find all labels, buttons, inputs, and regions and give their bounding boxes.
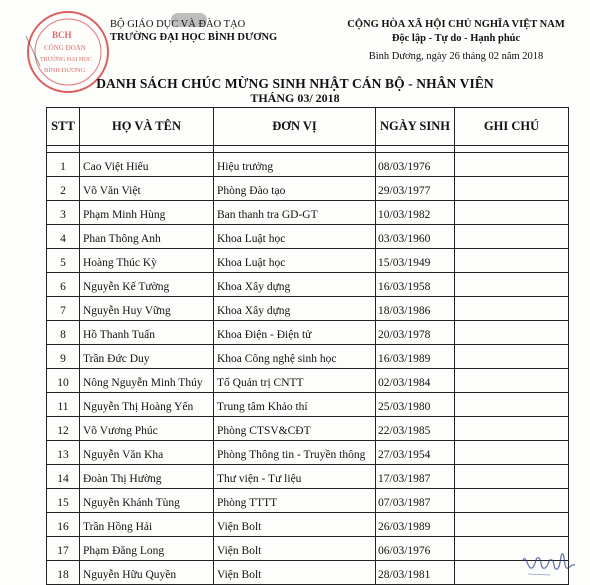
row-stt: 12 (47, 417, 80, 441)
motto: Độc lập - Tự do - Hạnh phúc (391, 33, 521, 44)
header-stt: STT (47, 108, 80, 146)
svg-text:BCH: BCH (52, 30, 72, 40)
document-title: DANH SÁCH CHÚC MỪNG SINH NHẬT CÁN BỘ - NHÂN VIÊN (96, 76, 494, 91)
row-dob: 03/03/1960 (376, 225, 455, 249)
table-spacer-row (47, 146, 569, 153)
row-note (455, 345, 569, 369)
row-note (455, 201, 569, 225)
table-row (47, 153, 569, 177)
row-note (455, 273, 569, 297)
row-name: Hồ Thanh Tuấn (80, 321, 214, 345)
row-name: Nguyễn Huy Vững (80, 297, 214, 321)
header-note: GHI CHÚ (455, 108, 569, 146)
row-dob: 29/03/1977 (376, 177, 455, 201)
table-row (47, 201, 569, 225)
row-unit: Ban thanh tra GD-GT (214, 201, 376, 225)
row-stt: 13 (47, 441, 80, 465)
row-dob: 25/03/1980 (376, 393, 455, 417)
row-stt: 4 (47, 225, 80, 249)
row-unit: Tổ Quản trị CNTT (214, 369, 376, 393)
place-date: Bình Dương, ngày 26 tháng 02 năm 2018 (368, 51, 544, 62)
row-dob: 16/03/1989 (376, 345, 455, 369)
row-unit: Khoa Xây dựng (214, 297, 376, 321)
header-unit: ĐƠN VỊ (214, 108, 376, 146)
row-unit: Viện Bolt (214, 537, 376, 561)
row-dob: 20/03/1978 (376, 321, 455, 345)
table-row (47, 561, 569, 585)
row-unit: Khoa Xây dựng (214, 273, 376, 297)
row-dob: 22/03/1985 (376, 417, 455, 441)
row-note (455, 465, 569, 489)
row-name: Cao Việt Hiếu (80, 153, 214, 177)
row-dob: 07/03/1987 (376, 489, 455, 513)
row-note (455, 369, 569, 393)
header-left (110, 18, 277, 44)
table-row (47, 417, 569, 441)
row-unit: Phòng CTSV&CĐT (214, 417, 376, 441)
header-dob: NGÀY SINH (376, 108, 455, 146)
row-dob: 10/03/1982 (376, 201, 455, 225)
table-row (47, 393, 569, 417)
row-unit: Thư viện - Tư liệu (214, 465, 376, 489)
row-unit: Khoa Luật học (214, 225, 376, 249)
row-dob: 16/03/1958 (376, 273, 455, 297)
table-row (47, 177, 569, 201)
row-dob: 06/03/1976 (376, 537, 455, 561)
row-unit: Phòng Đào tạo (214, 177, 376, 201)
signature-icon (520, 548, 576, 578)
row-name: Phan Thông Anh (80, 225, 214, 249)
row-name: Nông Nguyễn Minh Thúy (80, 369, 214, 393)
row-dob: 15/03/1949 (376, 249, 455, 273)
row-name: Trần Hồng Hải (80, 513, 214, 537)
header-name: HỌ VÀ TÊN (80, 108, 214, 146)
svg-text:BÌNH DƯƠNG: BÌNH DƯƠNG (44, 67, 86, 74)
row-dob: 26/03/1989 (376, 513, 455, 537)
row-stt: 3 (47, 201, 80, 225)
table-row (47, 369, 569, 393)
row-stt: 15 (47, 489, 80, 513)
row-name: Nguyễn Kế Tường (80, 273, 214, 297)
table-row (47, 249, 569, 273)
row-unit: Khoa Công nghệ sinh học (214, 345, 376, 369)
table-row (47, 345, 569, 369)
row-name: Hoàng Thúc Kỳ (80, 249, 214, 273)
row-stt: 1 (47, 153, 80, 177)
row-name: Trần Đức Duy (80, 345, 214, 369)
row-name: Đoàn Thị Hường (80, 465, 214, 489)
table-row (47, 489, 569, 513)
row-name: Võ Văn Việt (80, 177, 214, 201)
table-row (47, 537, 569, 561)
row-stt: 9 (47, 345, 80, 369)
table-row (47, 225, 569, 249)
row-stt: 10 (47, 369, 80, 393)
table-row (47, 465, 569, 489)
row-note (455, 513, 569, 537)
table-row (47, 321, 569, 345)
table-row (47, 297, 569, 321)
country-name: CỘNG HÒA XÃ HỘI CHỦ NGHĨA VIỆT NAM (347, 19, 565, 30)
row-dob: 17/03/1987 (376, 465, 455, 489)
row-note (455, 321, 569, 345)
row-dob: 27/03/1954 (376, 441, 455, 465)
row-note (455, 153, 569, 177)
row-unit: Viện Bolt (214, 513, 376, 537)
row-stt: 17 (47, 537, 80, 561)
row-note (455, 225, 569, 249)
row-stt: 14 (47, 465, 80, 489)
row-stt: 7 (47, 297, 80, 321)
row-unit: Trung tâm Khảo thí (214, 393, 376, 417)
table-row (47, 513, 569, 537)
svg-text:CÔNG ĐOÀN: CÔNG ĐOÀN (44, 44, 86, 52)
row-name: Phạm Minh Hùng (80, 201, 214, 225)
table-row (47, 273, 569, 297)
row-note (455, 441, 569, 465)
row-unit: Phòng TTTT (214, 489, 376, 513)
row-stt: 6 (47, 273, 80, 297)
row-stt: 11 (47, 393, 80, 417)
birthday-table (46, 107, 569, 585)
row-unit: Khoa Điện - Điện tử (214, 321, 376, 345)
row-dob: 28/03/1981 (376, 561, 455, 585)
row-note (455, 177, 569, 201)
header-right (322, 18, 590, 64)
row-unit: Phòng Thông tin - Truyền thông (214, 441, 376, 465)
row-dob: 02/03/1984 (376, 369, 455, 393)
row-unit: Hiệu trưởng (214, 153, 376, 177)
row-note (455, 249, 569, 273)
row-note (455, 297, 569, 321)
row-name: Nguyễn Văn Kha (80, 441, 214, 465)
row-stt: 18 (47, 561, 80, 585)
row-note (455, 417, 569, 441)
table-header-row (47, 108, 569, 146)
row-stt: 8 (47, 321, 80, 345)
row-note (455, 489, 569, 513)
row-dob: 08/03/1976 (376, 153, 455, 177)
row-name: Phạm Đăng Long (80, 537, 214, 561)
row-stt: 2 (47, 177, 80, 201)
row-unit: Khoa Luật học (214, 249, 376, 273)
row-unit: Viện Bolt (214, 561, 376, 585)
row-name: Nguyễn Khánh Tùng (80, 489, 214, 513)
svg-text:TRƯỜNG ĐẠI HỌC: TRƯỜNG ĐẠI HỌC (40, 57, 92, 63)
table-row (47, 441, 569, 465)
ministry-name: BỘ GIÁO DỤC VÀ ĐÀO TẠO (110, 19, 246, 30)
row-stt: 16 (47, 513, 80, 537)
row-note (455, 393, 569, 417)
university-name: TRƯỜNG ĐẠI HỌC BÌNH DƯƠNG (110, 32, 278, 43)
row-name: Võ Vương Phúc (80, 417, 214, 441)
row-dob: 18/03/1986 (376, 297, 455, 321)
row-name: Nguyễn Hữu Quyền (80, 561, 214, 585)
row-stt: 5 (47, 249, 80, 273)
document-subtitle: THÁNG 03/ 2018 (250, 91, 340, 105)
row-name: Nguyễn Thị Hoàng Yến (80, 393, 214, 417)
